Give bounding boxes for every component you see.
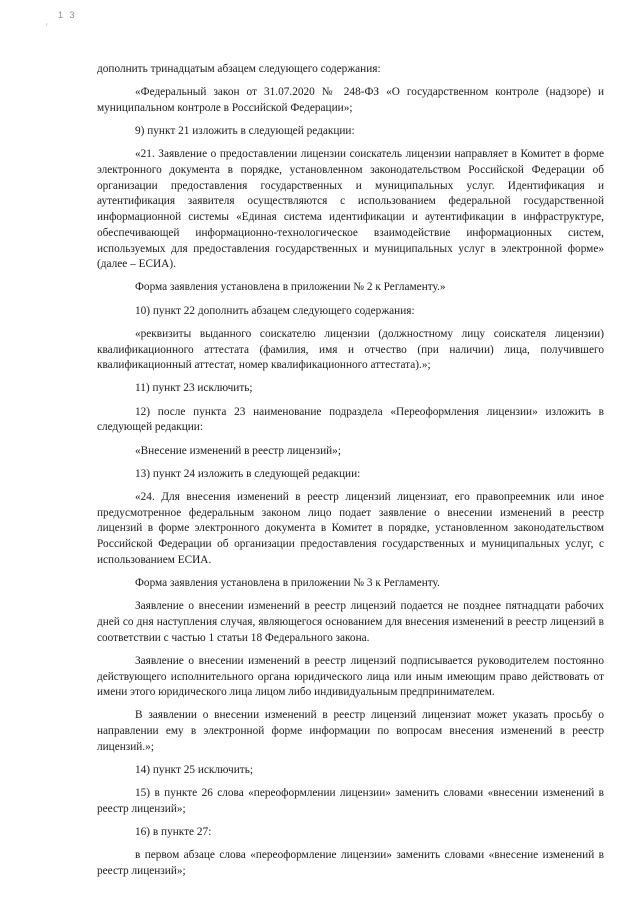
paragraph: в первом абзаце слова «переоформление лицензии» заменить словами «внесение изменений в реестр лицензий»; bbox=[97, 849, 604, 878]
paragraph: «24. Для внесения изменений в реестр лицензий лицензиат, его правопреемник или иное предусмотренное федеральным законом лицо подает заявление о внесении изменений в реестр лицензий в форме электронного документа в Комитет в порядке, установленном законодательством Российской Федерации об организации предоставления государственных и муниципальных услуг, с использованием ЕСИА. bbox=[97, 490, 604, 566]
paragraph: 10) пункт 22 дополнить абзацем следующего содержания: bbox=[135, 304, 415, 317]
paragraph: В заявлении о внесении изменений в реестр лицензий лицензиат может указать просьбу о направлении ему в электронной форме информации по вопросам внесения изменений в реестр лицензий.»; bbox=[97, 709, 604, 753]
paragraph: Заявление о внесении изменений в реестр лицензий подается не позднее пятнадцати рабочих дней со дня наступления случая, являющегося основанием для внесения изменений в реестр лицензий в соответствии с частью 1 статьи 18 Федерального закона. bbox=[97, 600, 604, 644]
paragraph: «Федеральный закон от 31.07.2020 № 248-ФЗ «О государственном контроле (надзоре) и муниципальном контроле в Российской Федерации»; bbox=[97, 86, 604, 114]
paragraph: «Внесение изменений в реестр лицензий»; bbox=[135, 444, 341, 457]
margin-mark: ' bbox=[46, 22, 48, 32]
paragraph: 15) в пункте 26 слова «переоформлении лицензии» заменить словами «внесении изменений в реестр лицензий»; bbox=[97, 787, 604, 815]
paragraph: 12) после пункта 23 наименование подраздела «Переоформления лицензии» изложить в следующей редакции: bbox=[97, 405, 604, 434]
paragraph: Форма заявления установлена в приложении № 3 к Регламенту. bbox=[135, 576, 440, 589]
paragraph: 11) пункт 23 исключить; bbox=[135, 382, 253, 395]
paragraph: дополнить тринадцатым абзацем следующего содержания: bbox=[97, 63, 381, 75]
paragraph: 13) пункт 24 изложить в следующей редакции: bbox=[135, 467, 361, 480]
paragraph: «21. Заявление о предоставлении лицензии соискатель лицензии направляет в Комитет в форме электронного документа в порядке, установленном законодательством Российской Федерации об организации предоставления государственных и муниципальных услуг. Идентификация и аутентификация заявителя осуществляются с использованием федеральной государственной информационной системы «Единая система идентификации и аутентификации в инфраструктуре, обеспечивающей информационно-технологическое взаимодействие информационных систем, используемых для предоставления государственных и муниципальных услуг в электронной форме» (далее – ЕСИА). bbox=[97, 148, 604, 271]
paragraph: 9) пункт 21 изложить в следующей редакции: bbox=[135, 125, 355, 138]
document-body bbox=[97, 62, 604, 887]
paragraph: Форма заявления установлена в приложении № 2 к Регламенту.» bbox=[135, 281, 446, 294]
page-number-mark: 1 3 bbox=[58, 10, 77, 20]
paragraph: 16) в пункте 27: bbox=[135, 826, 212, 839]
paragraph: «реквизиты выданного соискателю лицензии (должностному лицу соискателя лицензии) квалификационного аттестата (фамилия, имя и отчество (при наличии) лица, получившего квалификационный аттестат, номер квалификационного аттестата).»; bbox=[97, 327, 604, 372]
paragraph: Заявление о внесении изменений в реестр лицензий подписывается руководителем постоянно действующего исполнительного органа юридического лица или иным имеющим право действовать от имени этого юридического лица лицом либо индивидуальным предпринимателем. bbox=[97, 654, 604, 699]
paragraph: 14) пункт 25 исключить; bbox=[135, 764, 253, 777]
